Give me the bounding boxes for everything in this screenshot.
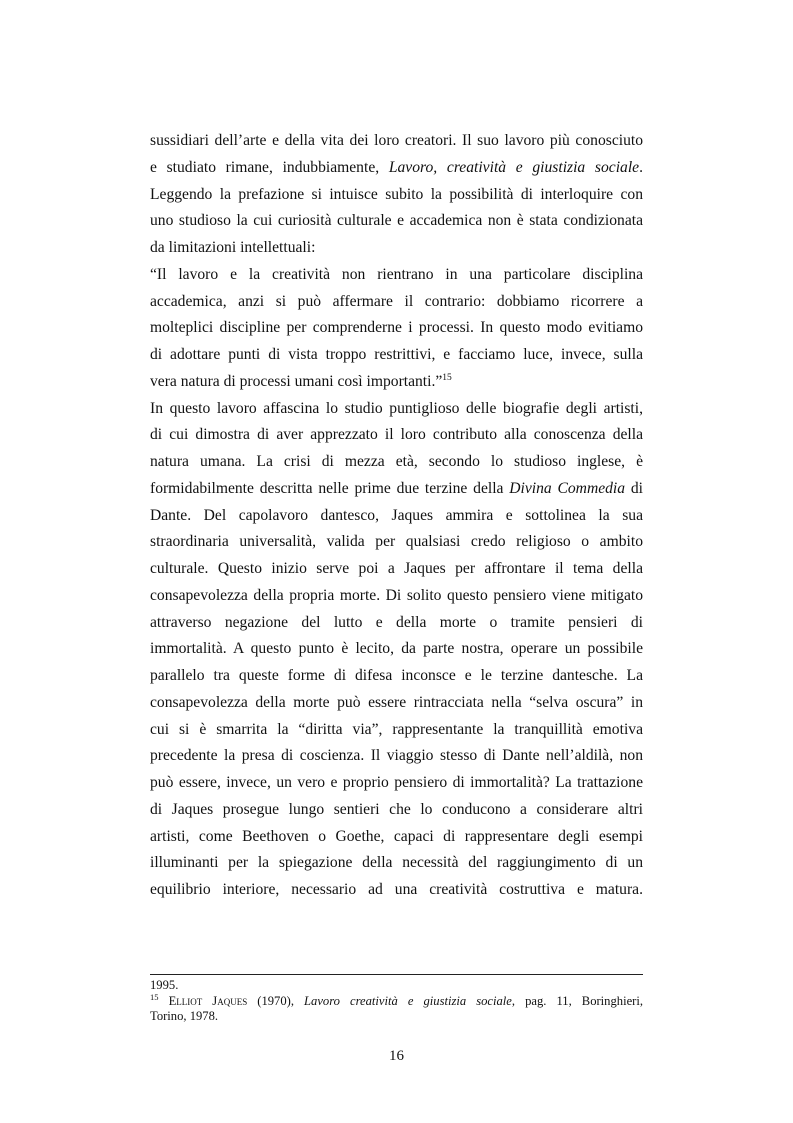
text-line [150,770,643,797]
text-span: In questo lavoro affascina lo studio puntiglioso delle biografie degli artisti, [150,399,643,417]
text-span: 1995. [150,978,179,992]
text-line [150,797,643,824]
text-span: artisti, come Beethoven o Goethe, capaci di rappresentare degli esempi [150,827,643,845]
text-line [150,128,643,155]
text-span: e studiato rimane, indubbiamente, [150,158,389,176]
book-title: Lavoro, creatività e giustizia sociale [388,158,640,176]
text-span: Leggendo la prefazione si intuisce subito la possibilità di interloquire con [150,185,643,203]
text-span: natura umana. La crisi di mezza età, secondo lo studioso inglese, è [150,453,643,470]
footnote-15 [150,991,643,1010]
footnote-separator [150,974,643,975]
text-line [150,422,643,449]
text-span: consapevolezza della propria morte. Di solito questo pensiero viene mitigato [150,586,643,604]
footnote-continued [150,978,643,994]
text-span: equilibrio interiore, necessario ad una creatività costruttiva e matura. [150,881,643,898]
footnote-15-continued [150,1009,643,1025]
text-line [150,717,643,744]
text-span: da limitazioni intellettuali: [150,239,316,256]
text-line [150,583,643,610]
text-span: accademica, anzi si può affermare il contrario: dobbiamo ricorrere a [150,292,643,310]
text-line [150,824,643,851]
footnote-number: 15 [150,991,159,1002]
text-line [150,449,643,476]
text-span: precedente la presa di coscienza. Il viaggio stesso di Dante nell’aldilà, non [150,747,643,765]
text-line [150,743,643,770]
page-number: 16 [389,1048,404,1064]
text-line [150,877,643,904]
text-span: cui si è smarrita la “diritta via”, rappresentante la tranquillità emotiva [150,720,643,738]
text-line [150,610,643,637]
text-span: . [639,158,643,176]
text-span: , pag. 11, Boringhieri, [511,993,643,1008]
text-span: straordinaria universalità, valida per qualsiasi credo religioso o ambito [150,533,643,551]
text-span: parallelo tra queste forme di difesa inconsce e le terzine dantesche. La [150,667,643,684]
text-line [150,396,643,423]
quote-line [150,262,643,289]
quote-line [150,315,643,342]
book-title: Divina Commedia [509,479,626,497]
text-span: può essere, invece, un vero e proprio pensiero di immortalità? La trattazione [150,774,643,791]
text-span: di cui dimostra di aver apprezzato il loro contributo alla conoscenza della [150,426,643,444]
footnotes [150,978,643,1025]
text-span: consapevolezza della morte può essere rintracciata nella “selva oscura” in [150,693,643,711]
text-span: immortalità. A questo punto è lecito, da parte nostra, operare un possibile [150,640,643,658]
footnote-author: Elliot Jaques [168,993,248,1008]
text-span: “Il lavoro e la creatività non rientrano in una particolare disciplina [150,265,643,283]
text-span: illuminanti per la spiegazione della necessità del raggiungimento di un [150,854,643,872]
text-span: di adottare punti di vista troppo restrittivi, e facciamo luce, invece, sulla [150,346,643,363]
text-span: di Jaques prosegue lungo sentieri che lo conducono a considerare altri [150,800,643,818]
text-line [150,155,643,182]
main-text [150,128,643,904]
text-span: sussidiari dell’arte e della vita dei loro creatori. Il suo lavoro più conosciuto [150,132,643,149]
book-title: Lavoro creatività e giustizia sociale [304,993,512,1008]
text-span: attraverso negazione del lutto e della morte o tramite pensieri di [150,613,643,631]
text-line [150,529,643,556]
text-span: di [625,479,643,497]
text-span: culturale. Questo inizio serve poi a Jaques per affrontare il tema della [150,560,643,577]
quote-line [150,369,643,396]
text-line [150,476,643,503]
text-line [150,663,643,690]
text-span: molteplici discipline per comprenderne i processi. In questo modo evitiamo [150,319,643,337]
quote-line [150,342,643,369]
text-span: Dante. Del capolavoro dantesco, Jaques ammira e sottolinea la sua [150,506,643,524]
text-span: vera natura di processi umani così importanti.” [150,372,443,390]
footnote-reference: 15 [442,372,452,383]
text-line [150,503,643,530]
text-line [150,208,643,235]
text-line [150,235,643,262]
quote-line [150,289,643,316]
text-line [150,850,643,877]
text-span: uno studioso la cui curiosità culturale e accademica non è stata condizionata [150,212,643,230]
text-span: Torino, 1978. [150,1009,219,1023]
text-span: formidabilmente descritta nelle prime due terzine della [150,479,510,497]
text-line [150,182,643,209]
text-line [150,556,643,583]
text-line [150,636,643,663]
text-span: (1970), [247,993,305,1008]
text-line [150,690,643,717]
